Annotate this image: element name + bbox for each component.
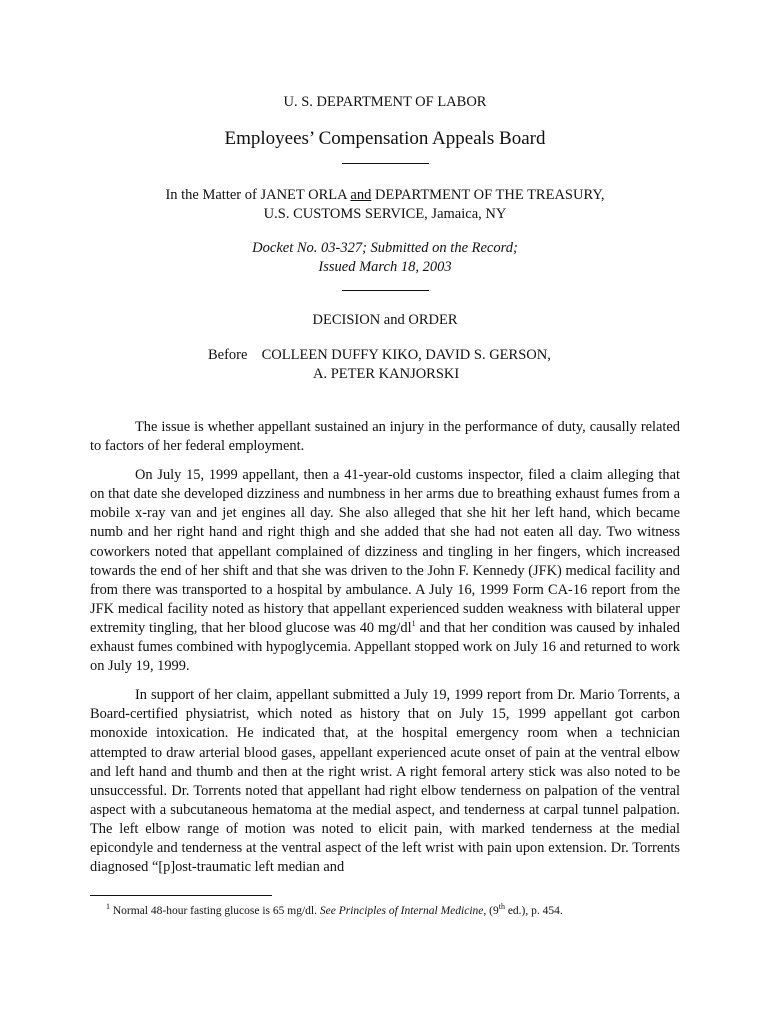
- caption-line2: U.S. CUSTOMS SERVICE, Jamaica, NY: [263, 206, 507, 222]
- board-title: Employees’ Compensation Appeals Board: [224, 128, 546, 149]
- panel-names-line2: A. PETER KANJORSKI: [313, 366, 460, 382]
- title-divider: [342, 163, 429, 164]
- panel-members: [208, 346, 551, 384]
- footnote-ordinal: th: [498, 902, 505, 912]
- paragraph-facts-part1: On July 15, 1999 appellant, then a 41-year-old customs inspector, filed a claim alleging that on that date she developed dizziness and numbness in her arms due to breathing exhaust fumes from a mobile x-ray van and jet engines all day. She also alleged that she hit her left hand, which became numb and her right hand and right thigh and she added that she had not eaten all day. Two witness coworkers noted that appellant complained of dizziness and tingling in her fingers, which increased towards the end of her shift and that she was driven to the John F. Kennedy (JFK) medical facility and from there was transported to a hospital by ambulance. A July 16, 1999 Form CA-16 report from the JFK medical facility noted as history that appellant experienced sudden weakness with bilateral upper extremity tingling, that her blood glucose was 40 mg/dl: [90, 467, 680, 636]
- case-caption: [0, 186, 770, 224]
- docket-line2: Issued March 18, 2003: [318, 259, 452, 275]
- paragraph-facts: [90, 466, 680, 676]
- caption-suffix: DEPARTMENT OF THE TREASURY,: [371, 187, 605, 203]
- footnote-text3: ed.), p. 454.: [504, 905, 563, 917]
- agency-name: U. S. DEPARTMENT OF LABOR: [283, 94, 487, 110]
- paragraph-issue: The issue is whether appellant sustained an injury in the performance of duty, causally related to factors of her federal employment.: [90, 419, 680, 455]
- docket-divider: [342, 290, 429, 291]
- caption-and: and: [350, 187, 372, 203]
- paragraph-medical: In support of her claim, appellant submitted a July 19, 1999 report from Dr. Mario Torrents, a Board-certified physiatrist, which noted as history that on July 15, 1999 appellant got carbon monoxide intoxication. He indicated that, at the hospital emergency room when a technician attempted to draw arterial blood gases, appellant experienced acute onset of pain at the ventral elbow and left hand and thumb and then at the right wrist. A right femoral artery stick was also noted to be unsuccessful. Dr. Torrents noted that appellant had right elbow tenderness on palpation of the ventral aspect with a subcutaneous hematoma at the medial aspect, and tenderness at carpal tunnel palpation. The left elbow range of motion was noted to elicit pain, with marked tenderness at the medial epicondyle and tenderness at the ventral aspect of the left wrist with pain upon extension. Dr. Torrents diagnosed “[p]ost-traumatic left median and: [90, 687, 680, 876]
- before-label: Before: [208, 347, 248, 363]
- footnote-text1: Normal 48-hour fasting glucose is 65 mg/dl.: [110, 905, 320, 917]
- footnote-divider: [90, 895, 272, 896]
- footnote-citation: See Principles of Internal Medicine,: [319, 905, 487, 917]
- docket-info: [0, 239, 770, 277]
- caption-prefix: In the Matter of JANET ORLA: [165, 187, 351, 203]
- panel-names-line1: COLLEEN DUFFY KIKO, DAVID S. GERSON,: [261, 347, 551, 363]
- footnote-reference[interactable]: 1: [411, 619, 416, 629]
- footnote-text2: (9: [486, 905, 499, 917]
- footnote: [106, 902, 563, 917]
- docket-line1: Docket No. 03-327; Submitted on the Record;: [252, 240, 518, 256]
- paragraph-facts-part2: and that her condition was caused by inhaled exhaust fumes combined with hypoglycemia. Appellant stopped work on July 16 and returned to work on July 19, 1999.: [90, 619, 680, 675]
- decision-body: [90, 418, 680, 887]
- decision-title: DECISION and ORDER: [312, 312, 458, 328]
- footnote-number: 1: [106, 902, 110, 912]
